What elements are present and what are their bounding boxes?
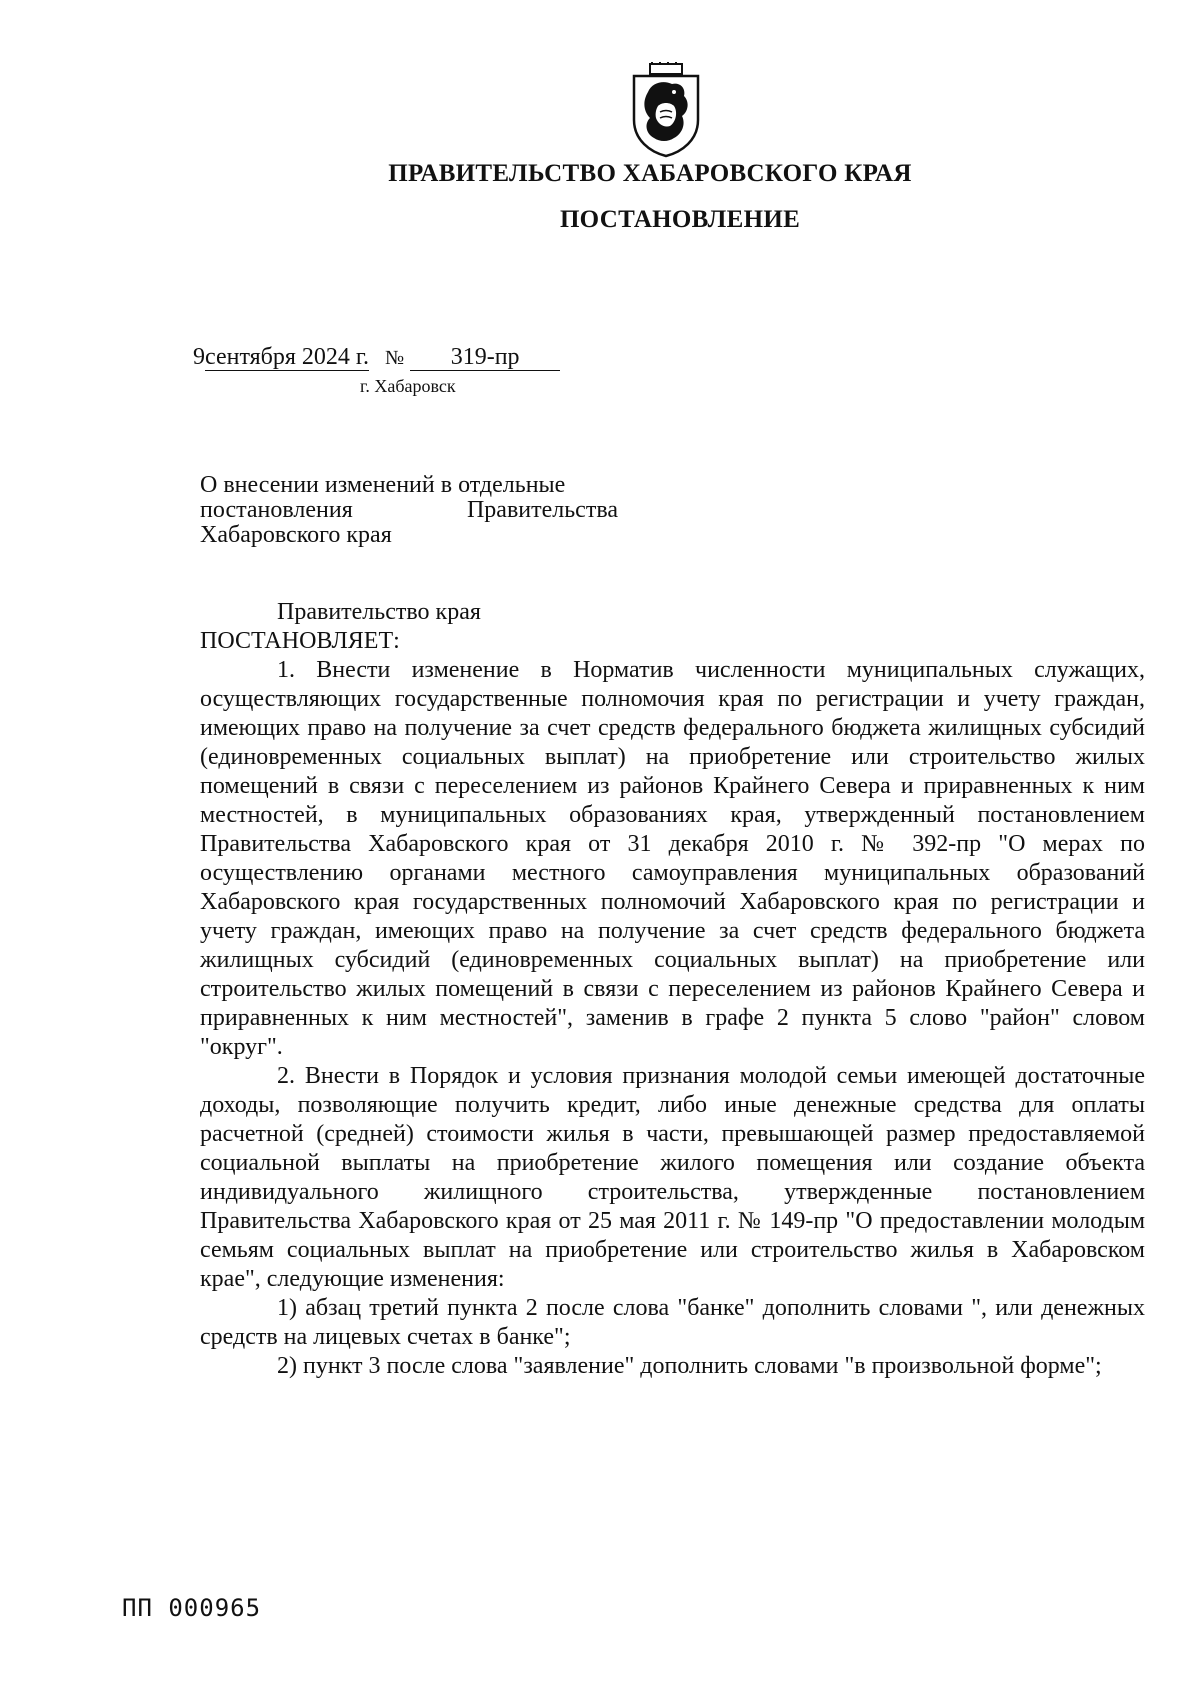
preamble: Правительство края [277,599,481,625]
paragraph-item-1: 1. Внести изменение в Норматив численности муниципальных служащих, осуществляющих государственные полномочия края по регистрации и учету граждан, имеющих право на получение за счет средств федерального бюджета жилищных субсидий (единовременных социальных выплат) на приобретение или строительство жилых помещений в связи с переселением из районов Крайнего Севера и приравненных к ним местностей, в муниципальных образованиях края, утвержденный постановлением Правительства Хабаровского края от 31 декабря 2010 г. № 392-пр "О мерах по осуществлению органами местного самоуправления муниципальных образований Хабаровского края государственных полномочий Хабаровского края по регистрации и учету граждан, имеющих право на получение за счет средств федерального бюджета жилищных субсидий (единовременных социальных выплат) на приобретение или строительство жилых помещений в связи с переселением из районов Крайнего Севера и приравненных к ним местностей", заменив в графе 2 пункта 5 слово "район" словом "округ". [200,657,1145,1060]
subject-line: постановления Правительства [200,497,618,523]
resolves-heading: ПОСТАНОВЛЯЕТ: [200,628,400,654]
document-body [200,598,1145,1381]
issuing-city: г. Хабаровск [360,376,456,396]
document-type-title: ПОСТАНОВЛЕНИЕ [559,206,801,233]
subject-line: О внесении изменений в отдельные [200,472,566,498]
date-field: сентября 2024 г. [205,344,370,370]
subitem-2: 2) пункт 3 после слова "заявление" дополнить словами "в произвольной форме"; [277,1353,1102,1379]
document-number: 319-пр [410,344,560,371]
form-code: ПП 000965 [122,1594,262,1622]
date-day: 9 [193,344,205,370]
paragraph-item-2: 2. Внести в Порядок и условия признания молодой семьи имеющей достаточные доходы, позволяющие получить кредит, либо иные денежные средства для оплаты расчетной (средней) стоимости жилья в части, превышающей размер предоставляемой социальной выплаты на приобретение жилого помещения или создание объекта индивидуального жилищного строительства, утвержденные постановлением Правительства Хабаровского края от 25 мая 2011 г. № 149-пр "О предоставлении молодым семьям социальных выплат на приобретение или строительство жилья в Хабаровском крае", следующие изменения: [200,1063,1145,1292]
document-subject [200,473,618,548]
date-number-line [193,344,560,371]
government-title: ПРАВИТЕЛЬСТВО ХАБАРОВСКОГО КРАЯ [388,160,912,187]
number-label: № [385,347,405,369]
subitem-1: 1) абзац третий пункта 2 после слова "банке" дополнить словами ", или денежных средств на лицевых счетах в банке"; [200,1295,1145,1350]
khabarovsk-coat-of-arms-icon [628,62,704,158]
subject-line: Хабаровского края [200,522,392,548]
